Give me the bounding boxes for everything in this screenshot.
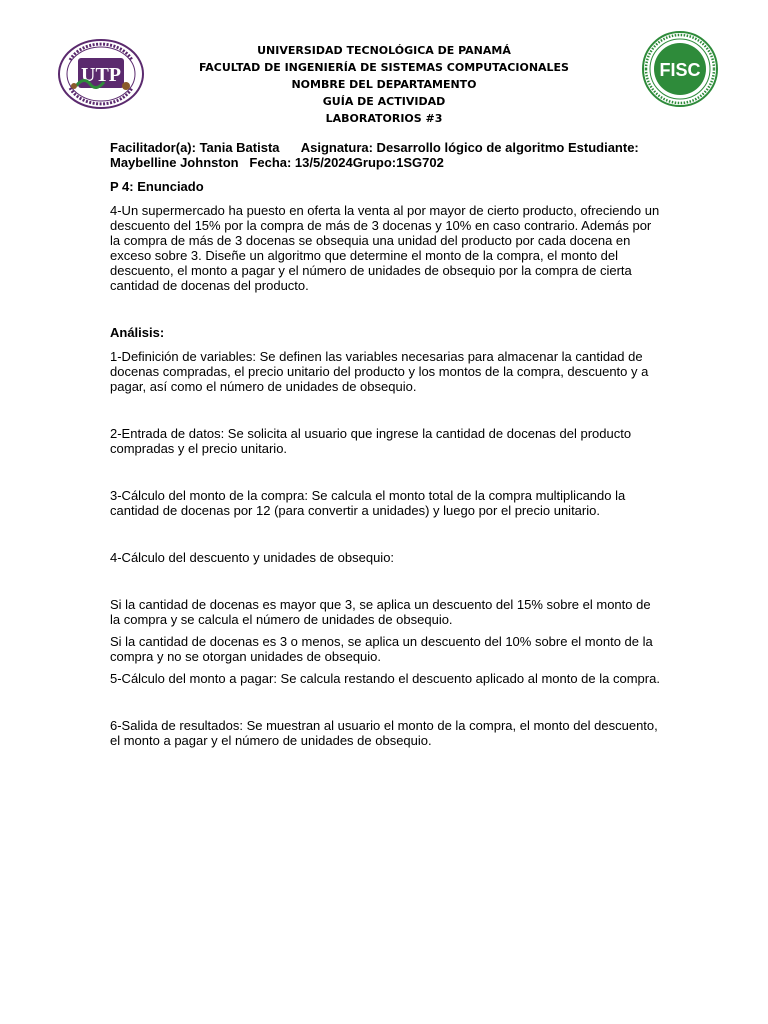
facilitator-label: Facilitador(a): Tania Batista xyxy=(110,140,280,155)
student-name: Maybelline Johnston xyxy=(110,155,239,170)
analysis-heading: Análisis: xyxy=(110,325,165,340)
analysis-paragraph: 3-Cálculo del monto de la compra: Se calcula el monto total de la compra multiplicando la cantidad de docenas por 12 (para convertir a unidades) y luego por el precio unitario. xyxy=(110,488,626,518)
faculty-name: FACULTAD DE INGENIERÍA DE SISTEMAS COMPUTACIONALES xyxy=(199,61,569,74)
meta-info xyxy=(110,140,662,170)
document-body xyxy=(110,140,662,748)
analysis-paragraph: 6-Salida de resultados: Se muestran al usuario el monto de la compra, el monto del descuento, el monto a pagar y el número de unidades de obsequio. xyxy=(110,718,658,748)
analysis-paragraph: 2-Entrada de datos: Se solicita al usuario que ingrese la cantidad de docenas del producto compradas y el precio unitario. xyxy=(110,426,632,456)
guide-title: GUÍA DE ACTIVIDAD xyxy=(322,95,446,108)
fisc-logo-text: FISC xyxy=(659,60,701,80)
analysis-paragraph: Si la cantidad de docenas es mayor que 3, se aplica un descuento del 15% sobre el monto de la compra y se calcula el número de unidades de obsequio. xyxy=(110,597,651,627)
subject-label: Asignatura: Desarrollo lógico de algoritmo Estudiante: xyxy=(300,140,639,155)
date-group-label: Fecha: 13/5/2024Grupo:1SG702 xyxy=(249,155,444,170)
problem-heading: P 4: Enunciado xyxy=(110,179,204,194)
problem-text: 4-Un supermercado ha puesto en oferta la venta al por mayor de cierto producto, ofreciendo un descuento del 15% por la compra de más de 3 docenas y 10% en caso contrario. Además por la compra de más de 3 docenas se obsequia una unidad del producto por cada docena en exceso sobre 3. Diseñe un algoritmo que determine el monto de la compra, el monto del descuento, el monto a pagar y el número de unidades de obsequio por la compra de cierta cantidad de docenas del producto. xyxy=(110,203,660,293)
fisc-seal-icon xyxy=(638,30,722,108)
utp-seal-icon xyxy=(56,38,146,110)
analysis-paragraph: Si la cantidad de docenas es 3 o menos, se aplica un descuento del 10% sobre el monto de la compra y no se otorgan unidades de obsequio. xyxy=(110,634,653,664)
analysis-paragraph: 5-Cálculo del monto a pagar: Se calcula restando el descuento aplicado al monto de la compra. xyxy=(110,671,660,686)
document-header xyxy=(150,42,618,127)
lab-title: LABORATORIOS #3 xyxy=(325,112,443,125)
university-name: UNIVERSIDAD TECNOLÓGICA DE PANAMÁ xyxy=(257,44,511,57)
analysis-paragraph: 4-Cálculo del descuento y unidades de obsequio: xyxy=(110,550,395,565)
analysis-paragraph: 1-Definición de variables: Se definen las variables necesarias para almacenar la cantidad de docenas compradas, el precio unitario del producto y los montos de la compra, descuento y a pagar, así como el número de unidades de obsequio. xyxy=(110,349,649,394)
department-name: NOMBRE DEL DEPARTAMENTO xyxy=(291,78,477,91)
utp-logo-text: UTP xyxy=(81,64,121,86)
